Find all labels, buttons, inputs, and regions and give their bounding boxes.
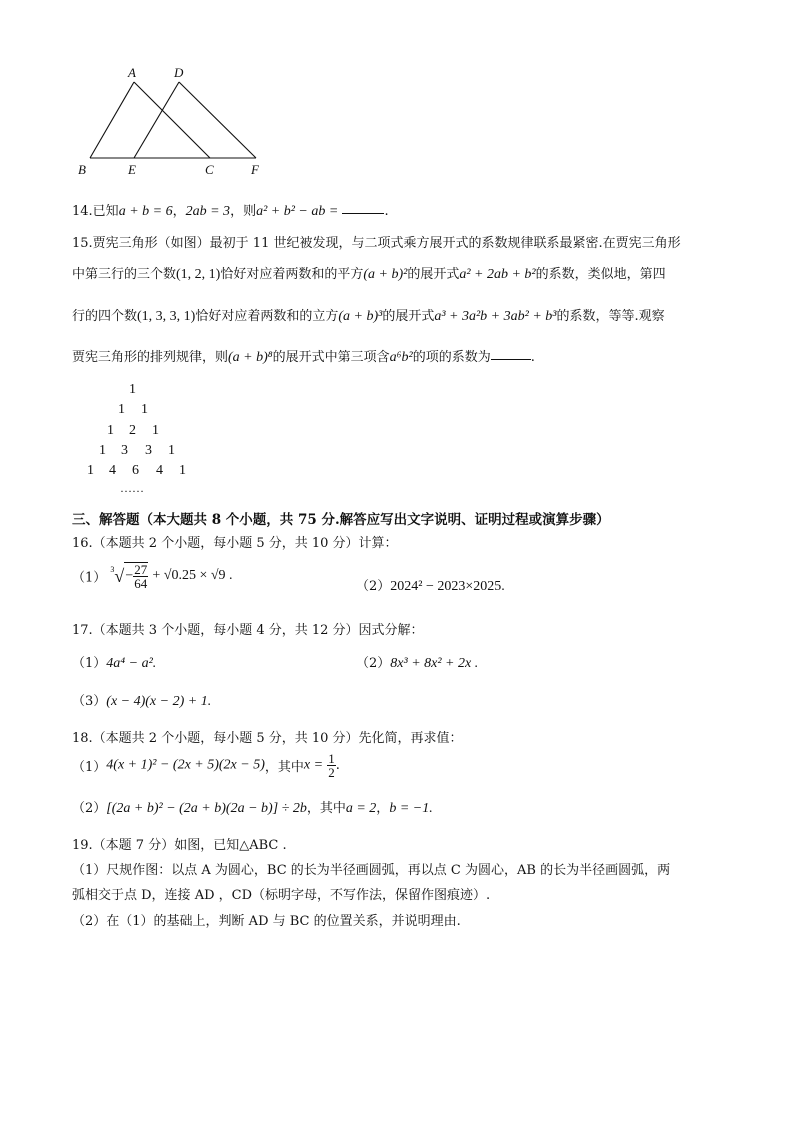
tri-r3-c3: 1 [152,423,159,438]
q16-p1-rest: + √0.25 × √9 . [152,568,233,583]
q16-p2-label: （2） [356,579,391,594]
q15-l4-term: a⁶b² [389,350,413,365]
tri-r4-c4: 1 [168,443,175,458]
q15-l3-text-a: 行的四个数 [72,309,138,324]
tri-r5-c5: 1 [179,463,186,478]
tri-r4-c2: 3 [121,443,128,458]
q18-p2-expr: [(2a + b)² − (2a + b)(2a − b)] ÷ 2b [106,801,307,816]
q15-l3-text-b: 恰好对应着两数和的立方 [195,309,339,324]
q14-sep: ， [172,204,186,219]
q19-part-1-line-b: 弧相交于点 D，连接 AD ，CD（标明字母，不写作法，保留作图痕迹）. [72,888,491,903]
q15-l4-text-b: 的展开式中第三项含 [272,350,390,365]
tri-ellipsis: …… [120,481,144,495]
q19-head: 19.（本题 7 分）如图，已知△ABC . [72,838,287,853]
q18-p1-label: （1） [72,760,107,775]
q16-fraction [133,563,148,590]
q14-answer-blank [342,212,384,214]
q18-head: 18.（本题共 2 个小题，每小题 5 分，共 10 分）先化简，再求值： [72,731,463,746]
q15-l3-text-d: 的系数，等等.观察 [556,309,665,324]
label-d: D [174,65,184,80]
q18-fraction [327,752,336,779]
q17-part-2 [356,652,478,672]
tri-r4-c3: 3 [145,443,152,458]
q15-l4-end: . [530,350,535,365]
q15-l4-expr: (a + b)⁸ [228,350,273,365]
segment-ab [90,82,134,158]
q15-answer-blank [491,358,531,360]
q18-p1-cond: ，其中 [264,760,304,775]
q19-part-2: （2）在（1）的基础上，判断 AD 与 BC 的位置关系，并说明理由. [72,914,461,929]
label-c: C [205,162,214,177]
q16-p1-label: （1） [72,570,107,586]
tri-r1-c1: 1 [129,382,136,397]
q18-p1-var: x = [303,757,324,773]
question-14 [72,200,389,220]
triangles-figure [70,62,280,182]
label-e: E [128,162,136,177]
q15-l4-text-a: 贾宪三角形的排列规律，则 [72,350,229,365]
q17-part-1 [72,652,156,672]
q14-expression: a² + b² − ab = [256,204,339,219]
label-b: B [78,162,86,177]
tri-r2-c2: 1 [141,402,148,417]
tri-r5-c3: 6 [132,463,139,478]
q15-line-1: 15.贾宪三角形（如图）最初于 11 世纪被发现，与二项式乘方展开式的系数规律联系最紧密.在贾宪三角形 [72,236,681,251]
q17-p2-label: （2） [356,656,391,671]
q17-p1-expr: 4a⁴ − a². [106,656,157,671]
q15-l2-text-a: 中第三行的三个数 [72,267,177,282]
q15-l2-text-b: 恰好对应着两数和的平方 [220,267,364,282]
q18-p2-v1: a = 2 [345,801,377,816]
tri-r4-c1: 1 [99,443,106,458]
q15-l3-poly: a³ + 3a²b + 3ab² + b³ [434,309,557,324]
q16-p2-expr: 2024² − 2023×2025. [390,579,505,594]
q18-p2-cond: ，其中 [306,801,346,816]
tri-r2-c1: 1 [118,402,125,417]
q15-l4-text-c: 的项的系数为 [412,350,491,365]
tri-r5-c1: 1 [87,463,94,478]
q16-part-1 [72,562,233,590]
tri-r5-c4: 4 [156,463,163,478]
q18-p1-end: . [335,758,340,773]
q19-part-1-line-a: （1）尺规作图：以点 A 为圆心，BC 的长为半径画圆弧，再以点 C 为圆心，AB 的长为半径画圆弧，两 [72,863,671,878]
q18-part-2 [72,797,433,817]
q15-line-2 [72,263,666,283]
q17-part-3 [72,690,211,710]
q18-p2-sep: ， [376,801,390,816]
q18-p2-v2: b = −1. [389,801,433,816]
q15-l3-nums: (1, 3, 3, 1) [137,309,196,324]
q15-l3-text-c: 的展开式 [382,309,435,324]
tri-r3-c2: 2 [129,423,136,438]
q14-condition-1: a + b = 6 [118,204,173,219]
q15-l3-expr: (a + b)³ [338,309,383,324]
q15-line-3 [72,305,665,325]
q16-head: 16.（本题共 2 个小题，每小题 5 分，共 10 分）计算： [72,536,398,551]
q17-p2-expr: 8x³ + 8x² + 2x . [390,656,479,671]
q18-frac-num: 1 [328,751,335,766]
q16-frac-den: 64 [134,576,148,591]
q15-l2-text-d: 的系数，类似地，第四 [535,267,666,282]
segment-df [179,82,256,158]
q15-l2-nums: (1, 2, 1) [176,267,221,282]
cube-root-sign: $^3$√ [110,564,125,586]
q14-prefix: 14.已知 [72,204,119,219]
q17-p3-label: （3） [72,694,107,709]
q16-frac-num: 27 [134,562,148,577]
q14-then: ，则 [230,204,257,219]
q17-p1-label: （1） [72,656,107,671]
label-a: A [128,65,136,80]
q14-condition-2: 2ab = 3 [185,204,231,219]
q15-l2-expr: (a + b)² [363,267,408,282]
tri-r3-c1: 1 [107,423,114,438]
tri-r5-c2: 4 [109,463,116,478]
q15-line-4 [72,346,535,366]
q18-p1-expr: 4(x + 1)² − (2x + 5)(2x − 5) [106,757,265,773]
q17-p3-expr: (x − 4)(x − 2) + 1. [106,694,212,709]
q14-end: . [384,204,389,219]
q18-p2-label: （2） [72,801,107,816]
q18-part-1 [72,752,340,779]
cube-root-body: − $\frac{27}{64}$ [125,562,148,591]
q15-l2-poly: a² + 2ab + b² [459,267,536,282]
q16-part-2 [356,575,505,595]
label-f: F [251,162,259,177]
q17-head: 17.（本题共 3 个小题，每小题 4 分，共 12 分）因式分解： [72,623,424,638]
q15-l2-text-c: 的展开式 [407,267,460,282]
section-3-title: 三、解答题（本大题共 8 个小题，共 75 分.解答应写出文字说明、证明过程或演算步骤） [72,512,610,528]
q18-frac-den: 2 [328,765,335,780]
